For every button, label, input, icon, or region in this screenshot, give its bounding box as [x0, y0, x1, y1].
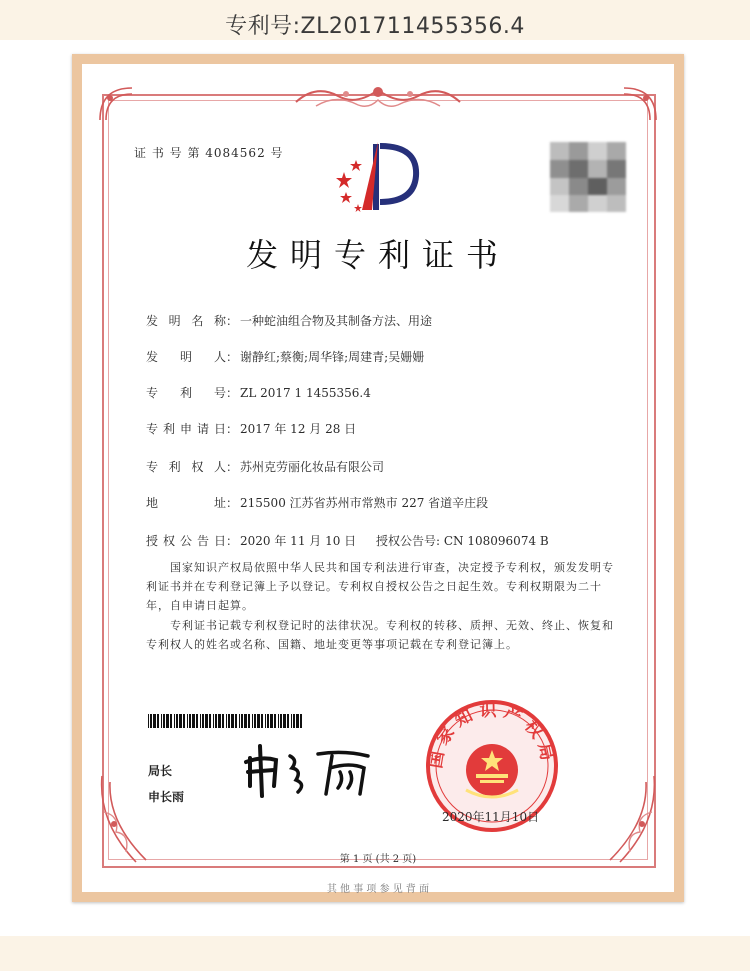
field-patent-number: 专 利 号： ZL 2017 1 1455356.4 [146, 386, 371, 400]
barcode-bar [296, 714, 299, 728]
barcode-bar [170, 714, 172, 728]
barcode-bar [261, 714, 263, 728]
barcode-bar [218, 714, 221, 728]
barcode-bar [257, 714, 260, 728]
barcode-bar [231, 714, 234, 728]
barcode-bar [241, 714, 243, 728]
barcode-icon [148, 714, 302, 728]
svg-text:国家知识产权局: 国家知识产权局 [425, 700, 558, 770]
certificate-paper [90, 72, 666, 895]
barcode-bar [226, 714, 227, 728]
barcode-bar [179, 714, 182, 728]
barcode-bar [200, 714, 201, 728]
barcode-bar [270, 714, 273, 728]
barcode-bar [192, 714, 195, 728]
barcode-bar [202, 714, 204, 728]
barcode-bar [300, 714, 302, 728]
barcode-bar [265, 714, 266, 728]
barcode-bar [283, 714, 286, 728]
field-patentee: 专 利 权 人： 苏州克劳丽化妆品有限公司 [146, 460, 385, 474]
qr-code-icon [550, 142, 626, 212]
barcode-bar [196, 714, 198, 728]
director-signature-icon [240, 740, 380, 800]
barcode-bar [252, 714, 253, 728]
barcode-bar [174, 714, 175, 728]
corner-ornament-icon [620, 84, 660, 124]
barcode-bar [205, 714, 208, 728]
paragraph-legal-status: 专利证书记载专利权登记时的法律状况。专利权的转移、质押、无效、终止、恢复和专利权人的姓名或名称、国籍、地址变更等事项记载在专利登记簿上。 [146, 619, 614, 651]
certificate-title: 发明专利证书 [245, 236, 510, 274]
field-invention-name: 发 明 名 称： 一种蛇油组合物及其制备方法、用途 [146, 314, 433, 328]
barcode-bar [148, 714, 149, 728]
barcode-bar [267, 714, 269, 728]
barcode-bar [153, 714, 156, 728]
barcode-bar [287, 714, 289, 728]
barcode-bar [183, 714, 185, 728]
corner-ornament-icon [96, 84, 136, 124]
field-grant-date: 授权公告日： 2020 年 11 月 10 日 [146, 534, 357, 548]
barcode-bar [291, 714, 292, 728]
barcode-bar [213, 714, 214, 728]
barcode-bar [163, 714, 165, 728]
seal-date: 2020年11月10日 [442, 810, 540, 824]
page-title: 专利号:ZL201711455356.4 [225, 14, 525, 39]
barcode-bar [278, 714, 279, 728]
barcode-bar [239, 714, 240, 728]
barcode-bar [187, 714, 188, 728]
barcode-bar [209, 714, 211, 728]
barcode-bar [274, 714, 276, 728]
barcode-bar [244, 714, 247, 728]
field-inventors: 发 明 人： 谢静红;蔡衡;周华锋;周建青;吴姗姗 [146, 350, 425, 364]
barcode-bar [157, 714, 159, 728]
barcode-bar [215, 714, 217, 728]
footer-note: 其 他 事 项 参 见 背 面 [326, 884, 430, 895]
barcode-bar [189, 714, 191, 728]
barcode-bar [176, 714, 178, 728]
barcode-bar [222, 714, 224, 728]
barcode-bar [248, 714, 250, 728]
page-number: 第 1 页 (共 2 页) [339, 854, 417, 865]
barcode-bar [235, 714, 237, 728]
director-title: 局长 [148, 764, 173, 778]
patent-office-logo-icon [332, 136, 426, 218]
barcode-bar [254, 714, 256, 728]
field-announcement-number: 授权公告号: CN 108096074 B [376, 534, 549, 548]
field-address: 地 址： 215500 江苏省苏州市常熟市 227 省道辛庄段 [146, 496, 489, 510]
barcode-bar [166, 714, 169, 728]
paragraph-grant: 国家知识产权局依照中华人民共和国专利法进行审查，决定授予专利权，颁发发明专利证书并在专利登记簿上予以登记。专利权自授权公告之日起生效。专利权期限为二十年，自申请日起算。 [146, 561, 614, 612]
barcode-bar [150, 714, 152, 728]
barcode-bar [293, 714, 295, 728]
top-ornament-icon [286, 82, 470, 112]
certificate-number: 证 书 号 第 4084562 号 [134, 146, 284, 160]
field-application-date: 专利申请日： 2017 年 12 月 28 日 [146, 422, 357, 436]
barcode-bar [161, 714, 162, 728]
director-name: 申长雨 [148, 790, 185, 804]
barcode-bar [280, 714, 282, 728]
barcode-bar [228, 714, 230, 728]
